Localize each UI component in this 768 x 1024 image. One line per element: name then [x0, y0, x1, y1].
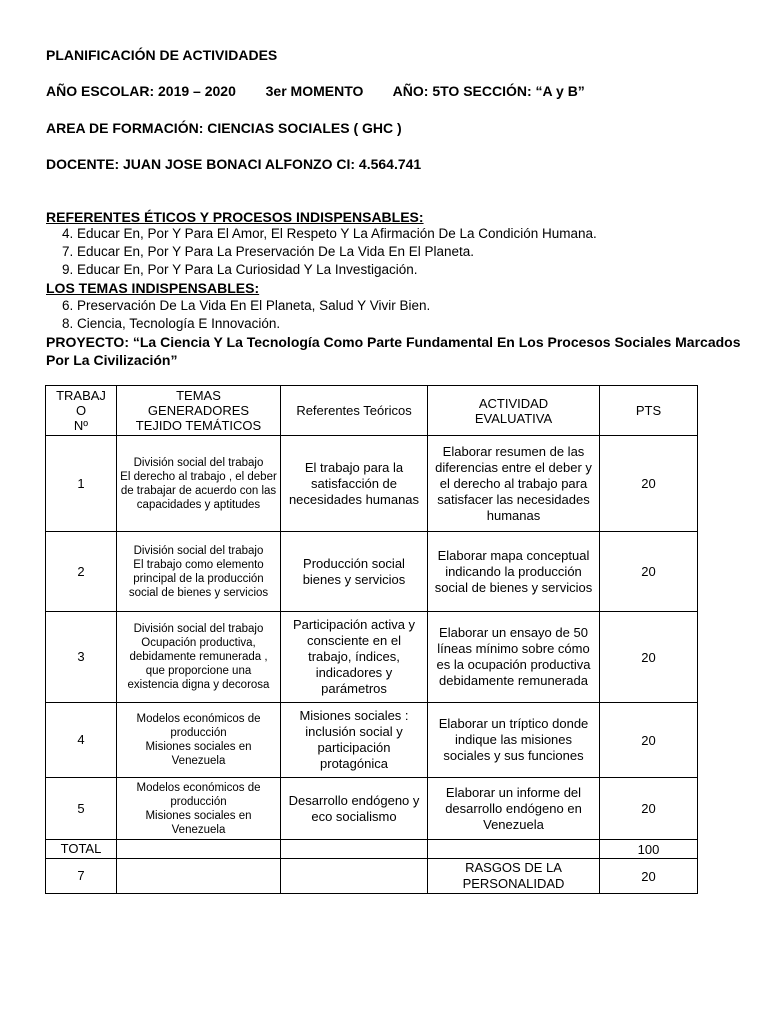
row-temas: División social del trabajo El derecho al trabajo , el deber de trabajar de acuerdo con las capacidades y aptitudes — [117, 436, 281, 532]
row-pts: 20 — [600, 778, 698, 840]
row-number: 3 — [46, 612, 117, 703]
activities-table — [45, 385, 698, 894]
row-actividad: Elaborar resumen de las diferencias entre el deber y el derecho al trabajo para satisfacer las necesidades humanas — [428, 436, 600, 532]
temas-heading: LOS TEMAS INDISPENSABLES: — [46, 280, 260, 296]
referente-item: 9. Educar En, Por Y Para La Curiosidad Y La Investigación. — [62, 262, 418, 277]
project-text: “La Ciencia Y La Tecnología Como Parte Fundamental En Los Procesos Sociales Marcados Por La Civilización” — [46, 334, 741, 368]
row-referentes: Desarrollo endógeno y eco socialismo — [281, 778, 428, 840]
row-pts: 20 — [600, 612, 698, 703]
row-pts: 20 — [600, 436, 698, 532]
extra-row — [46, 859, 698, 894]
row-referentes: Participación activa y consciente en el trabajo, índices, indicadores y parámetros — [281, 612, 428, 703]
row-actividad: Elaborar un tríptico donde indique las misiones sociales y sus funciones — [428, 703, 600, 778]
row-number: 4 — [46, 703, 117, 778]
referente-item: 4. Educar En, Por Y Para El Amor, El Respeto Y La Afirmación De La Condición Humana. — [62, 226, 597, 241]
row-temas: Modelos económicos de producción Misiones sociales en Venezuela — [117, 703, 281, 778]
tema-item: 6. Preservación De La Vida En El Planeta, Salud Y Vivir Bien. — [62, 298, 431, 313]
empty-cell — [117, 840, 281, 859]
row-temas: División social del trabajo El trabajo como elemento principal de la producción social de bienes y servicios — [117, 532, 281, 612]
extra-number: 7 — [46, 859, 117, 894]
referente-item: 7. Educar En, Por Y Para La Preservación De La Vida En El Planeta. — [62, 244, 475, 259]
school-year: AÑO ESCOLAR: 2019 – 2020 — [46, 83, 236, 99]
header-pts: PTS — [600, 386, 698, 436]
row-temas: División social del trabajo Ocupación productiva, debidamente remunerada , que proporcione una existencia digna y decorosa — [117, 612, 281, 703]
table-row — [46, 532, 698, 612]
row-number: 1 — [46, 436, 117, 532]
total-pts: 100 — [600, 840, 698, 859]
extra-pts: 20 — [600, 859, 698, 894]
extra-actividad: RASGOS DE LA PERSONALIDAD — [428, 859, 600, 894]
table-row — [46, 778, 698, 840]
training-area: AREA DE FORMACIÓN: CIENCIAS SOCIALES ( GHC ) — [46, 120, 402, 136]
row-referentes: Misiones sociales : inclusión social y participación protagónica — [281, 703, 428, 778]
header-temas: TEMAS GENERADORES TEJIDO TEMÁTICOS — [117, 386, 281, 436]
row-actividad: Elaborar mapa conceptual indicando la producción social de bienes y servicios — [428, 532, 600, 612]
row-referentes: Producción social bienes y servicios — [281, 532, 428, 612]
row-referentes: El trabajo para la satisfacción de necesidades humanas — [281, 436, 428, 532]
empty-cell — [428, 840, 600, 859]
row-temas: Modelos económicos de producción Misiones sociales en Venezuela — [117, 778, 281, 840]
total-label: TOTAL — [46, 840, 117, 859]
empty-cell — [281, 859, 428, 894]
moment: 3er MOMENTO — [265, 83, 364, 99]
table-row — [46, 436, 698, 532]
row-number: 2 — [46, 532, 117, 612]
referentes-heading: REFERENTES ÉTICOS Y PROCESOS INDISPENSABLES: — [46, 209, 424, 225]
project — [46, 333, 746, 369]
header-referentes: Referentes Teóricos — [281, 386, 428, 436]
tema-item: 8. Ciencia, Tecnología E Innovación. — [62, 316, 281, 331]
teacher: DOCENTE: JUAN JOSE BONACI ALFONZO CI: 4.564.741 — [46, 156, 422, 172]
header-actividad: ACTIVIDAD EVALUATIVA — [428, 386, 600, 436]
school-year-line — [46, 83, 585, 99]
project-label: PROYECTO: — [46, 334, 129, 350]
row-pts: 20 — [600, 532, 698, 612]
table-row — [46, 612, 698, 703]
total-row — [46, 840, 698, 859]
year-section: AÑO: 5TO SECCIÓN: “A y B” — [392, 83, 585, 99]
row-number: 5 — [46, 778, 117, 840]
row-pts: 20 — [600, 703, 698, 778]
empty-cell — [117, 859, 281, 894]
row-actividad: Elaborar un informe del desarrollo endógeno en Venezuela — [428, 778, 600, 840]
table-row — [46, 703, 698, 778]
table-header-row — [46, 386, 698, 436]
empty-cell — [281, 840, 428, 859]
doc-title: PLANIFICACIÓN DE ACTIVIDADES — [46, 47, 278, 63]
header-trabajo: TRABAJ O Nº — [46, 386, 117, 436]
row-actividad: Elaborar un ensayo de 50 líneas mínimo sobre cómo es la ocupación productiva debidamente remunerada — [428, 612, 600, 703]
